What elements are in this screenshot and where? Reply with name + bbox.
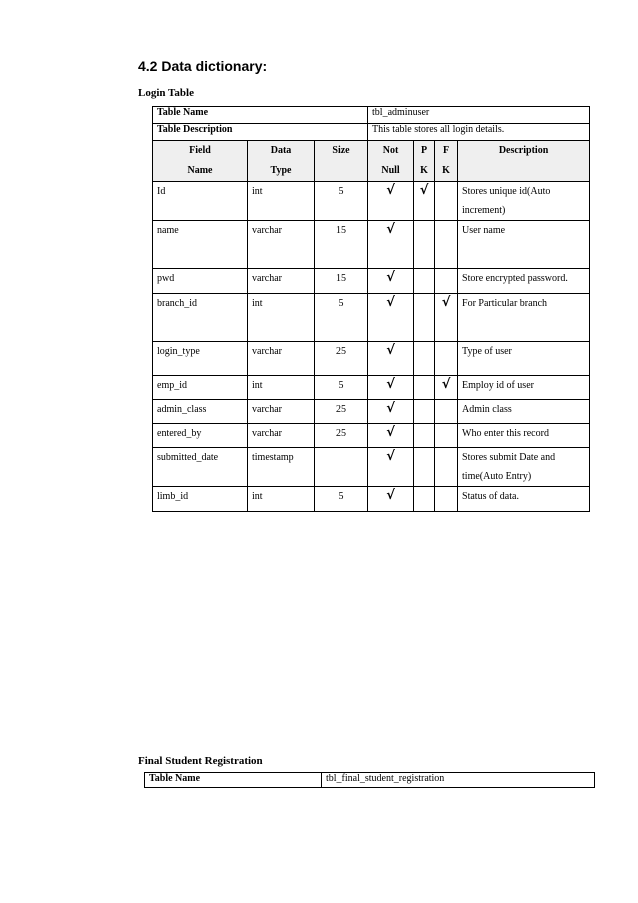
cell-not-null — [368, 424, 414, 448]
header-field-line1: Field — [189, 145, 211, 156]
cell-fk — [435, 294, 458, 342]
cell-pk — [414, 448, 435, 487]
cell-data-type: int — [248, 294, 315, 342]
check-mark-icon: √ — [386, 183, 395, 198]
cell-fk — [435, 487, 458, 512]
table-row — [153, 487, 590, 512]
cell-field-name: admin_class — [153, 400, 248, 424]
cell-not-null — [368, 182, 414, 221]
cell-field-name: branch_id — [153, 294, 248, 342]
cell-field-name: emp_id — [153, 376, 248, 400]
check-mark-icon: √ — [386, 449, 395, 464]
cell-description: Stores unique id(Auto increment) — [458, 182, 590, 221]
table-row — [153, 376, 590, 400]
header-data-type — [248, 141, 315, 182]
table-row — [153, 424, 590, 448]
cell-fk — [435, 221, 458, 269]
header-type-line1: Data — [270, 145, 292, 156]
cell-field-name: submitted_date — [153, 448, 248, 487]
table-row — [153, 400, 590, 424]
table-row — [153, 448, 590, 487]
cell-data-type: int — [248, 182, 315, 221]
final-table-name-value: tbl_final_student_registration — [322, 773, 595, 788]
cell-description: Who enter this record — [458, 424, 590, 448]
header-notnull-line1: Not — [382, 145, 399, 156]
header-field-name — [153, 141, 248, 182]
check-mark-icon: √ — [419, 183, 429, 198]
cell-data-type: varchar — [248, 400, 315, 424]
cell-pk — [414, 342, 435, 376]
cell-data-type: varchar — [248, 269, 315, 294]
check-mark-icon: √ — [441, 295, 451, 310]
header-not-null — [368, 141, 414, 182]
cell-field-name: pwd — [153, 269, 248, 294]
cell-size: 25 — [315, 342, 368, 376]
cell-pk — [414, 221, 435, 269]
check-mark-icon: √ — [386, 488, 395, 503]
cell-fk — [435, 400, 458, 424]
final-table-caption: Final Student Registration — [138, 755, 263, 767]
header-fk-line2: K — [442, 165, 450, 176]
final-registration-table — [144, 772, 595, 788]
final-table-name-row — [145, 773, 595, 788]
check-mark-icon: √ — [386, 401, 395, 416]
cell-field-name: entered_by — [153, 424, 248, 448]
table-description-row — [153, 124, 590, 141]
cell-field-name: limb_id — [153, 487, 248, 512]
cell-pk — [414, 182, 435, 221]
cell-description: User name — [458, 221, 590, 269]
final-table-name-label: Table Name — [145, 773, 322, 788]
cell-description: Admin class — [458, 400, 590, 424]
cell-pk — [414, 294, 435, 342]
cell-not-null — [368, 400, 414, 424]
cell-not-null — [368, 487, 414, 512]
cell-size: 25 — [315, 400, 368, 424]
cell-size: 5 — [315, 376, 368, 400]
cell-fk — [435, 448, 458, 487]
table-row — [153, 294, 590, 342]
cell-not-null — [368, 294, 414, 342]
table-description-value: This table stores all login details. — [368, 124, 590, 141]
cell-pk — [414, 424, 435, 448]
section-heading: 4.2 Data dictionary: — [138, 58, 268, 74]
cell-size: 25 — [315, 424, 368, 448]
cell-fk — [435, 424, 458, 448]
header-description-line1: Description — [498, 145, 549, 156]
cell-pk — [414, 376, 435, 400]
login-table — [152, 106, 590, 512]
cell-description: Store encrypted password. — [458, 269, 590, 294]
header-pk — [414, 141, 435, 182]
cell-data-type: varchar — [248, 342, 315, 376]
cell-field-name: login_type — [153, 342, 248, 376]
cell-description: For Particular branch — [458, 294, 590, 342]
cell-data-type: int — [248, 487, 315, 512]
cell-description: Stores submit Date and time(Auto Entry) — [458, 448, 590, 487]
header-field-line2: Name — [187, 165, 213, 176]
table-row — [153, 221, 590, 269]
check-mark-icon: √ — [441, 377, 451, 392]
table-description-label: Table Description — [153, 124, 368, 141]
cell-size: 5 — [315, 182, 368, 221]
check-mark-icon: √ — [386, 295, 395, 310]
header-type-line2: Type — [270, 165, 292, 176]
cell-not-null — [368, 221, 414, 269]
cell-not-null — [368, 269, 414, 294]
header-pk-line2: K — [420, 165, 428, 176]
cell-not-null — [368, 448, 414, 487]
header-description — [458, 141, 590, 182]
cell-fk — [435, 342, 458, 376]
check-mark-icon: √ — [386, 425, 395, 440]
check-mark-icon: √ — [386, 343, 395, 358]
table-row — [153, 342, 590, 376]
cell-data-type: varchar — [248, 424, 315, 448]
header-pk-line1: P — [420, 145, 428, 156]
cell-pk — [414, 269, 435, 294]
cell-description: Employ id of user — [458, 376, 590, 400]
cell-not-null — [368, 376, 414, 400]
cell-size: 15 — [315, 221, 368, 269]
cell-pk — [414, 487, 435, 512]
cell-size: 5 — [315, 487, 368, 512]
cell-not-null — [368, 342, 414, 376]
check-mark-icon: √ — [386, 377, 395, 392]
login-table-caption: Login Table — [138, 87, 194, 99]
cell-fk — [435, 269, 458, 294]
cell-data-type: int — [248, 376, 315, 400]
column-header-row — [153, 141, 590, 182]
cell-size — [315, 448, 368, 487]
cell-data-type: varchar — [248, 221, 315, 269]
table-row — [153, 182, 590, 221]
header-size — [315, 141, 368, 182]
cell-size: 5 — [315, 294, 368, 342]
cell-description: Type of user — [458, 342, 590, 376]
header-fk — [435, 141, 458, 182]
check-mark-icon: √ — [386, 222, 395, 237]
cell-field-name: name — [153, 221, 248, 269]
cell-fk — [435, 182, 458, 221]
cell-field-name: Id — [153, 182, 248, 221]
table-row — [153, 269, 590, 294]
header-notnull-line2: Null — [381, 165, 400, 176]
header-size-line1: Size — [332, 145, 350, 156]
cell-description: Status of data. — [458, 487, 590, 512]
cell-size: 15 — [315, 269, 368, 294]
cell-data-type: timestamp — [248, 448, 315, 487]
table-name-value: tbl_adminuser — [368, 107, 590, 124]
header-fk-line1: F — [442, 145, 450, 156]
check-mark-icon: √ — [386, 270, 395, 285]
cell-fk — [435, 376, 458, 400]
table-name-row — [153, 107, 590, 124]
table-name-label: Table Name — [153, 107, 368, 124]
cell-pk — [414, 400, 435, 424]
